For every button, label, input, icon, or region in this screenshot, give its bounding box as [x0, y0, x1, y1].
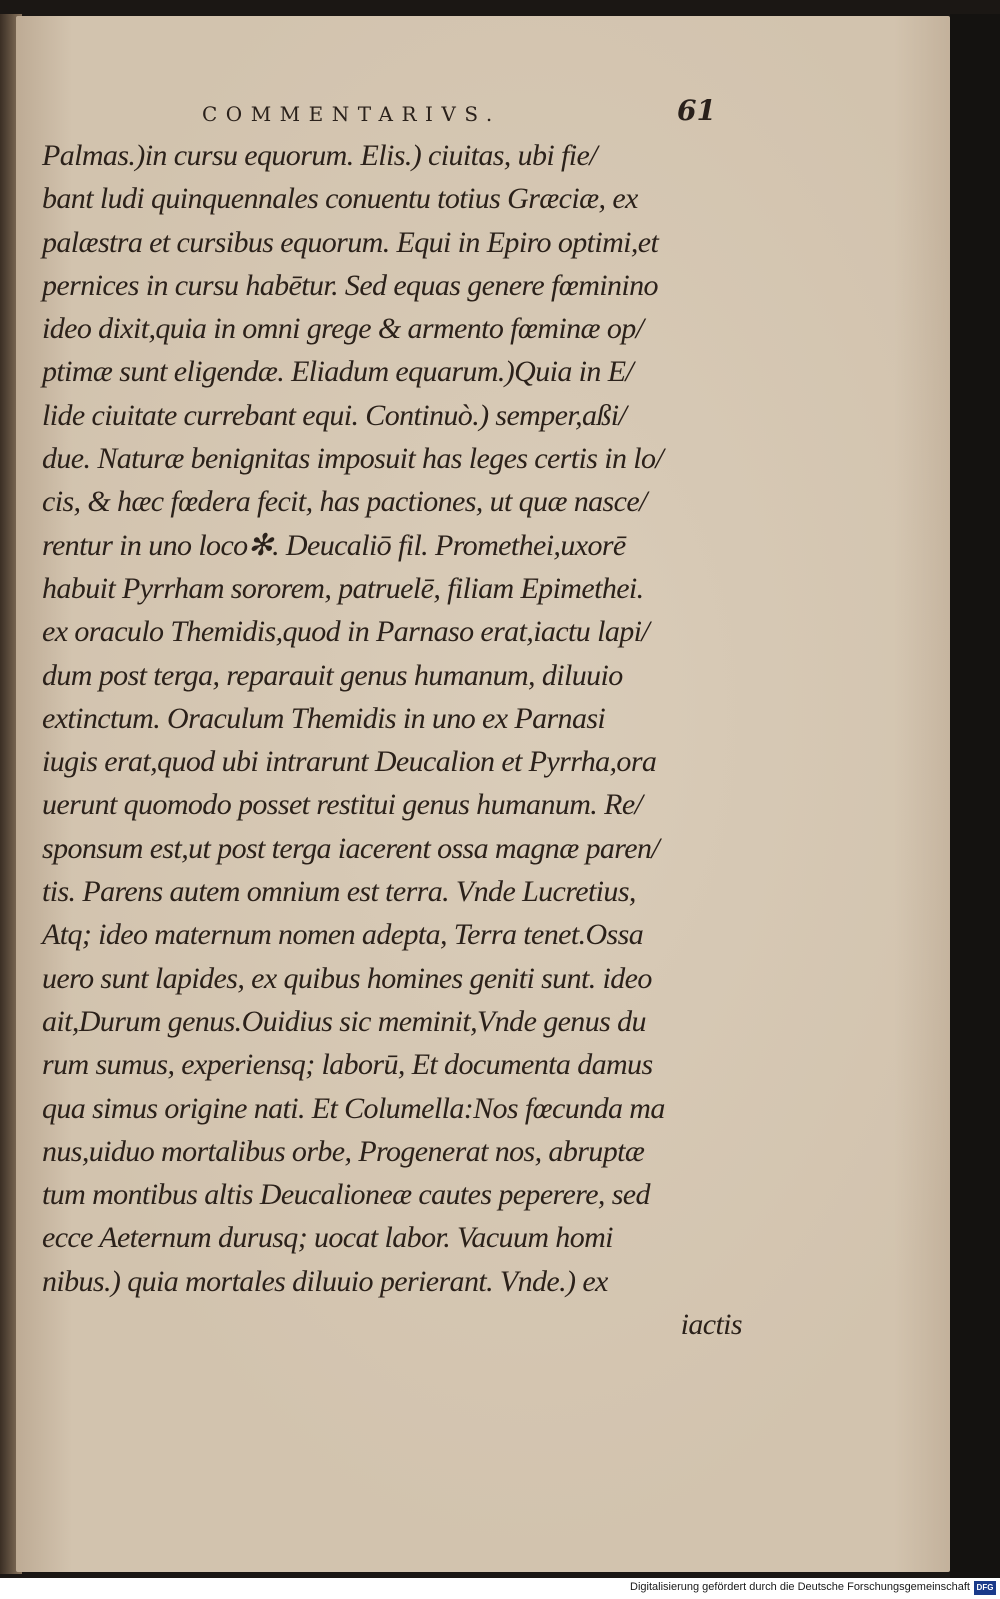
- text-line: lide ciuitate currebant equi. Continuò.) semper,aßi/: [42, 398, 627, 432]
- text-line: ex oraculo Themidis,quod in Parnaso erat,iactu lapi/: [42, 615, 650, 649]
- text-line: Palmas.)in cursu equorum. Elis.) ciuitas, ubi fie/: [42, 139, 597, 172]
- page-number: 61: [677, 94, 716, 127]
- text-line: ideo dixit,quia in omni grege & armento fœminæ op/: [42, 312, 644, 346]
- text-line: sponsum est,ut post terga iacerent ossa magnæ paren/: [42, 831, 660, 865]
- running-head: COMMENTARIVS.: [202, 102, 501, 126]
- text-line: tis. Parens autem omnium est terra. Vnde Lucretius,: [42, 875, 636, 909]
- funding-credit: Digitalisierung gefördert durch die Deutsche Forschungsgemeinschaft: [630, 1581, 970, 1593]
- text-line: nus,uiduo mortalibus orbe, Progenerat nos, abruptæ: [42, 1134, 645, 1168]
- text-line: dum post terga, reparauit genus humanum, diluuio: [42, 658, 623, 692]
- body-text: [42, 134, 742, 1346]
- text-line: qua simus origine nati. Et Columella:Nos fœcunda ma: [42, 1091, 665, 1125]
- text-line: ait,Durum genus.Ouidius sic meminit,Vnde genus du: [42, 1004, 646, 1038]
- text-line: bant ludi quinquennales conuentu totius Græciæ, ex: [42, 182, 638, 216]
- text-line: rentur in uno loco✻. Deucaliō fil. Promethei,uxorē: [42, 528, 626, 562]
- text-line: nibus.) quia mortales diluuio perierant. Vnde.) ex: [42, 1264, 608, 1298]
- text-line: palæstra et cursibus equorum. Equi in Epiro optimi,et: [42, 225, 659, 259]
- text-line: cis, & hæc fœdera fecit, has pactiones, ut quæ nasce/: [42, 485, 647, 519]
- text-line: ptimæ sunt eligendæ. Eliadum equarum.)Quia in E/: [42, 355, 634, 389]
- book-page: [16, 16, 950, 1572]
- text-line: uero sunt lapides, ex quibus homines geniti sunt. ideo: [42, 961, 652, 995]
- text-line: uerunt quomodo posset restitui genus humanum. Re/: [42, 788, 643, 822]
- catchword: iactis: [680, 1308, 742, 1342]
- text-line: rum sumus, experiensq; laborū, Et documenta damus: [42, 1048, 653, 1082]
- text-line: iugis erat,quod ubi intrarunt Deucalion et Pyrrha,ora: [42, 745, 657, 779]
- text-line: extinctum. Oraculum Themidis in uno ex Parnasi: [42, 701, 606, 735]
- text-line: due. Naturæ benignitas imposuit has leges certis in lo/: [42, 442, 664, 476]
- text-line: Atq; ideo maternum nomen adepta, Terra tenet.Ossa: [42, 918, 644, 952]
- text-line: ecce Aeternum durusq; uocat labor. Vacuum homi: [42, 1221, 613, 1255]
- page-header: [16, 94, 950, 134]
- text-line: pernices in cursu habētur. Sed equas genere fœminino: [42, 268, 658, 302]
- text-line: tum montibus altis Deucalioneæ cautes peperere, sed: [42, 1178, 650, 1212]
- footer-bar: [0, 1578, 1000, 1599]
- dfg-logo-icon: DFG: [974, 1581, 996, 1595]
- text-line: habuit Pyrrham sororem, patruelē, filiam Epimethei.: [42, 571, 644, 605]
- book-right-edge: [950, 14, 1000, 1578]
